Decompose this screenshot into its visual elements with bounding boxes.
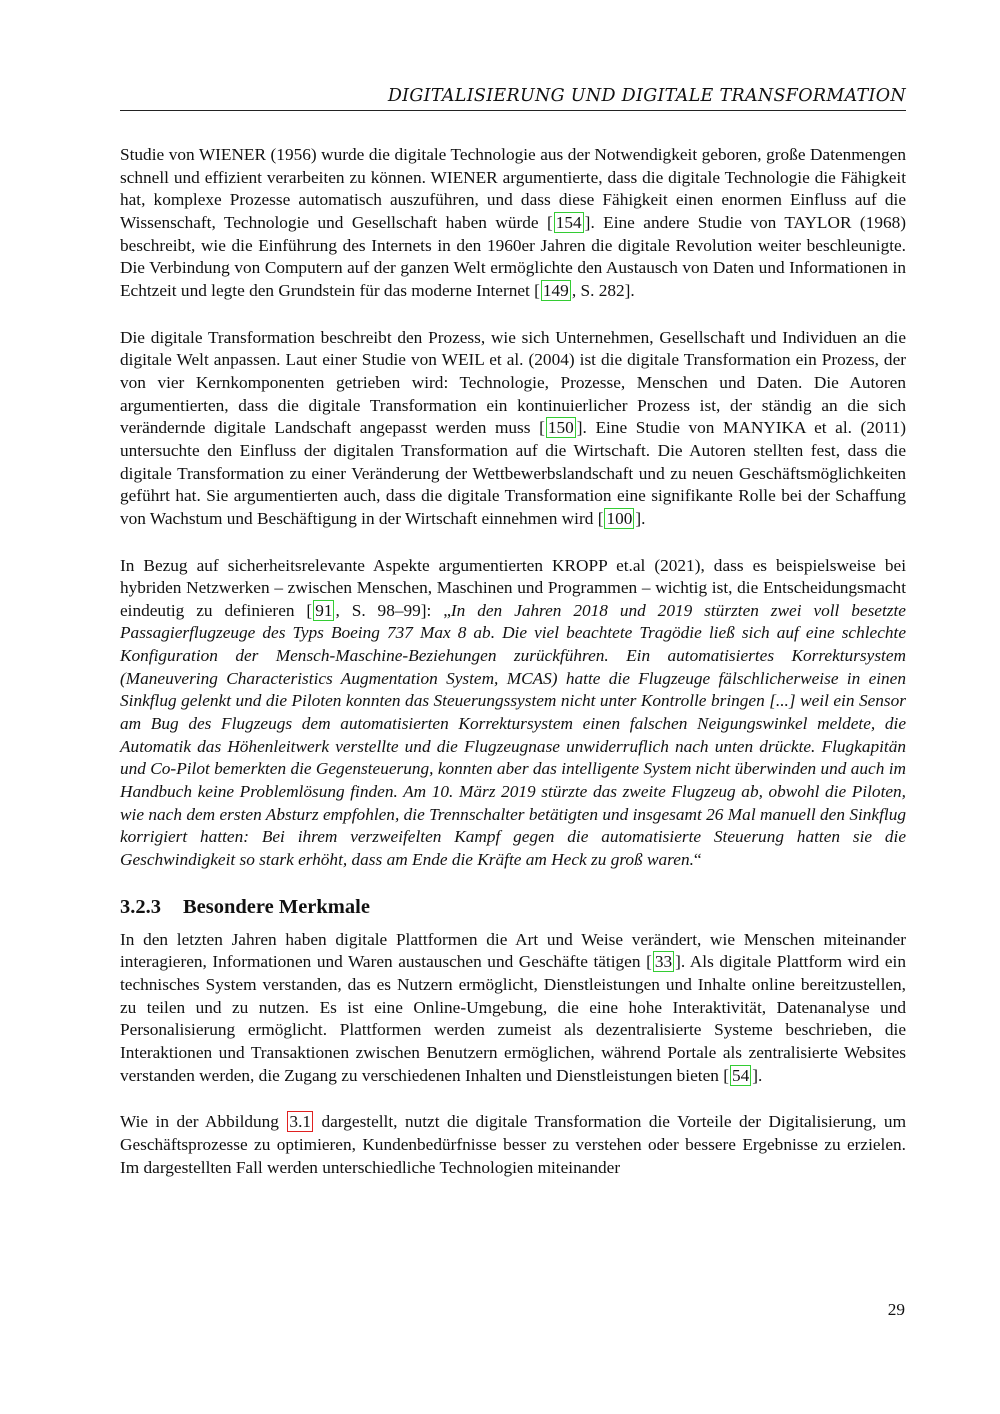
- paragraph-1-text-b: . Eine andere Studie von TAYLOR (1968) beschreibt, wie die Einführung des Internets in den 1960er Jahren die digitale Revolution weiter beschleunigte. Die Verbindung von Computern auf der ganzen Welt ermöglichte den Austausch von Daten und Informationen in Echtzeit und legte den Grundstein für das moderne Internet: [120, 212, 906, 300]
- closing-quote-mark: “: [693, 850, 702, 870]
- citation-link[interactable]: [ 150 ]: [539, 418, 583, 438]
- section-heading: [120, 896, 906, 919]
- running-header: [120, 86, 906, 111]
- paragraph-4-text-c: .: [758, 1065, 763, 1085]
- paragraph-5: [120, 1111, 906, 1179]
- citation-number[interactable]: 54: [731, 1065, 750, 1085]
- paragraph-5-text-a: Wie in der Abbildung: [120, 1112, 279, 1132]
- citation-number[interactable]: 91: [315, 600, 333, 620]
- paragraph-2-text-b: . Eine Studie von MANYIKA et al. (2011) untersuchte den Einfluss der digitalen Transformation auf die Wirtschaft. Die Autoren stellten fest, dass die digitale Transformation zu einer Veränderung der Wettbewerbslandschaft und zu neuen Geschäftsmöglichkeiten geführt hat. Sie argumentierten auch, dass die digitale Transformation eine signifikante Rolle bei der Schaffung von Wachstum und Beschäftigung in der Wirtschaft einnehmen wird: [120, 418, 906, 528]
- citation-number[interactable]: 33: [654, 952, 673, 972]
- page-number: 29: [887, 1300, 905, 1319]
- citation-number[interactable]: 149: [542, 280, 569, 300]
- figure-reference[interactable]: 3.1: [289, 1112, 312, 1132]
- section-number: 3.2.3: [120, 895, 161, 918]
- citation-link[interactable]: [ 100 ]: [597, 508, 642, 528]
- paragraph-3-text-b: , S. 98–99]: „: [335, 600, 451, 620]
- citation-link[interactable]: [ 54 ]: [723, 1065, 759, 1085]
- paragraph-1-text-a: Studie von WIENER (1956) wurde die digitale Technologie aus der Notwendigkeit geboren, große Datenmengen schnell und effizient verarbeiten zu können. WIENER argumentierte, dass die digitale Technologie die Fähigkeit hat, komplexe Prozesse automatisch auszuführen, und dass diese Fähigkeit einen enormen Einfluss auf die Wissenschaft, Technologie und Gesellschaft haben würde: [120, 145, 906, 232]
- paragraph-3-text-a: In Bezug auf sicherheitsrelevante Aspekte argumentierten KROPP et.al (2021), dass es beispielsweise bei hybriden Netzwerken – zwischen Menschen, Maschinen und Programmen – wichtig ist, die Entscheidungsmacht eindeutig zu definieren: [120, 555, 906, 620]
- citation-number[interactable]: 150: [547, 418, 574, 438]
- paragraph-5-text-b: dargestellt, nutzt die digitale Transformation die Vorteile der Digitalisierung, um Geschäftsprozesse zu optimieren, Kundenbedürfnisse besser zu verstehen oder bessere Ergebnisse zu erzielen. Im dargestellten Fall werden unterschiedliche Technologien miteinander: [120, 1112, 907, 1177]
- page-body: [120, 144, 906, 1203]
- paragraph-2-text-a: Die digitale Transformation beschreibt den Prozess, wie sich Unternehmen, Gesellschaft und Individuen an die digitale Welt anpassen. Laut einer Studie von WEIL et al. (2004) ist die digitale Transformation ein Prozess, der von vier Kernkomponenten getrieben wird: Technologie, Prozesse, Menschen und Daten. Die Autoren argumentierten, dass die digitale Transformation ein kontinuierlicher Prozess ist, der ständig an die sich verändernde digitale Landschaft angepasst werden muss: [120, 327, 906, 438]
- citation-link[interactable]: [ 33 ]: [646, 952, 681, 972]
- paragraph-1-text-c: , S. 282].: [571, 280, 635, 300]
- paragraph-4-text-b: . Als digitale Plattform wird ein technisches System verstanden, das es Nutzern ermöglicht, Dienstleistungen und Inhalte online bereitzustellen, zu teilen und zu nutzen. Es ist eine Online-Umgebung, die eine hohe Interaktivität, Datenanalyse und Personalisierung ermöglicht. Plattformen werden zumeist als dezentralisierte Systeme beschrieben, die Interaktionen und Transaktionen zwischen Benutzern ermöglichen, während Portale als zentralisierte Websites verstanden werden, die Zugang zu verschiedenen Inhalten und Dienstleistungen bieten: [120, 952, 906, 1085]
- running-header-title: DIGITALISIERUNG UND DIGITALE TRANSFORMATION: [387, 86, 906, 106]
- paragraph-2: [120, 327, 906, 531]
- block-quote: In den Jahren 2018 und 2019 stürzten zwei voll besetzte Passagierflugzeuge des Typs Boeing 737 Max 8 ab. Die viel beachtete Tragödie ließ sich auf eine schlechte Konfiguration der Mensch-Maschine-Beziehungen zurückführen. Ein automatisiertes Korrektursystem (Maneuvering Characteristics Augmentation System, MCAS) hatte die Flugzeuge fälschlicherweise in einen Sinkflug gelenkt und die Piloten konnten das Steuerungssystem nicht unter Kontrolle bringen [...] weil ein Sensor am Bug des Flugzeugs dem automatisierten Korrektursystem einen falschen Neigungswinkel meldete, die Automatik das Höhenleitwerk verstellte und die Flugzeugnase unwiderruflich nach unten drückte. Flugkapitän und Co-Pilot bemerkten die Gegensteuerung, konnten aber das intelligente System nicht überwinden und auch im Handbuch keine Problemlösung finden. Am 10. März 2019 stürzte das zweite Flugzeug ab, obwohl die Piloten, wie nach dem ersten Absturz empfohlen, die Trennschalter betätigten und insgesamt 26 Mal manuell den Sinkflug korrigiert hatten: Bei ihrem verzweifelten Kampf gegen die automatisierte Steuerung hatten sie die Geschwindigkeit so stark erhöht, dass am Ende die Kräfte am Heck zu groß waren.: [120, 600, 906, 870]
- citation-number[interactable]: 100: [606, 508, 633, 528]
- paragraph-2-text-c: .: [641, 508, 646, 528]
- citation-link[interactable]: [ 154 ]: [546, 212, 591, 232]
- paragraph-3: In Bezug auf sicherheitsrelevante Aspekte argumentierten KROPP et.al (2021), dass es beispielsweise bei hybriden Netzwerken – zwischen Menschen, Maschinen und Programmen – wichtig ist, die Entscheidungsmacht eindeutig zu definieren [ 91 , S. 98–99]: „In den Jahren 2018 und 2019 stürzten zwei voll besetzte Passagierflugzeuge des Typs Boeing 737 Max 8 ab. Die viel beachtete Tragödie ließ sich auf eine schlechte Konfiguration der Mensch-Maschine-Beziehungen zurückführen. Ein automatisiertes Korrektursystem (Maneuvering Characteristics Augmentation System, MCAS) hatte die Flugzeuge fälschlicherweise in einen Sinkflug gelenkt und die Piloten konnten das Steuerungssystem nicht unter Kontrolle bringen [...] weil ein Sensor am Bug des Flugzeugs dem automatisierten Korrektursystem einen falschen Neigungswinkel meldete, die Automatik das Höhenleitwerk verstellte und die Flugzeugnase unwiderruflich nach unten drückte. Flugkapitän und Co-Pilot bemerkten die Gegensteuerung, konnten aber das intelligente System nicht überwinden und auch im Handbuch keine Problemlösung finden. Am 10. März 2019 stürzte das zweite Flugzeug ab, obwohl die Piloten, wie nach dem ersten Absturz empfohlen, die Trennschalter betätigten und insgesamt 26 Mal manuell den Sinkflug korrigiert hatten: Bei ihrem verzweifelten Kampf gegen die automatisierte Steuerung hatten sie die Geschwindigkeit so stark erhöht, dass am Ende die Kräfte am Heck zu groß waren.“: [120, 555, 906, 870]
- paragraph-4-text-a: In den letzten Jahren haben digitale Plattformen die Art und Weise verändert, wie Menschen miteinander interagieren, Informationen und Waren austauschen und Geschäfte tätigen: [120, 929, 906, 972]
- citation-number[interactable]: 154: [555, 212, 582, 232]
- paragraph-1: Studie von WIENER (1956) wurde die digitale Technologie aus der Notwendigkeit geboren, große Datenmengen schnell und effizient verarbeiten zu können. WIENER argumentierte, dass die digitale Technologie die Fähigkeit hat, komplexe Prozesse automatisch auszuführen, und dass diese Fähigkeit einen enormen Einfluss auf die Wissenschaft, Technologie und Gesellschaft haben würde [ 154 ]. Eine andere Studie von TAYLOR (1968) beschreibt, wie die Einführung des Internets in den 1960er Jahren die digitale Revolution weiter beschleunigte. Die Verbindung von Computern auf der ganzen Welt ermöglichte den Austausch von Daten und Informationen in Echtzeit und legte den Grundstein für das moderne Internet [ 149 , S. 282].: [120, 145, 906, 300]
- section-title: Besondere Merkmale: [183, 895, 370, 918]
- paragraph-4: [120, 929, 906, 1088]
